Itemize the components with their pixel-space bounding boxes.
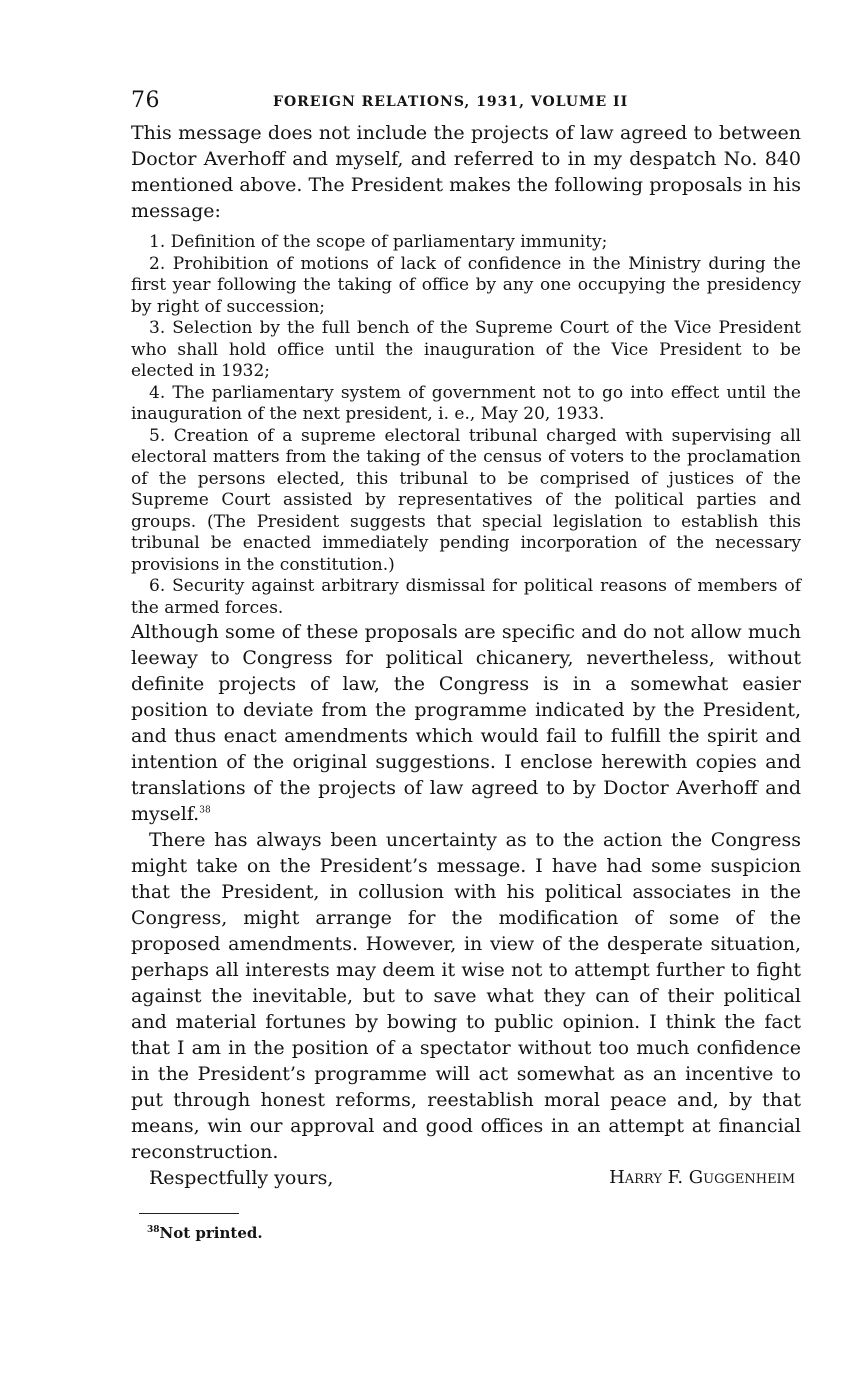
- page-header: [131, 88, 801, 120]
- proposal-item: 3. Selection by the full bench of the Supreme Court of the Vice President who shall hold office until the inauguration of the Vice President to be elected in 1932;: [131, 318, 801, 381]
- footnote: [147, 1224, 801, 1242]
- running-head: FOREIGN RELATIONS, 1931, VOLUME II: [273, 94, 629, 110]
- body-paragraph-1: [131, 619, 801, 827]
- signer-name: Harry F. Guggenheim: [609, 1167, 795, 1188]
- proposal-item: 5. Creation of a supreme electoral tribunal charged with supervising all electoral matters from the taking of the census of voters to the proclamation of the persons elected, this tribunal to be comprised of justices of the Supreme Court assisted by representatives of the political parties and groups. (The President suggests that special legislation to establish this tribunal be enacted immediately pending incorporation of the necessary provisions in the constitution.): [131, 425, 801, 575]
- proposal-item: 1. Definition of the scope of parliamentary immunity;: [149, 232, 608, 252]
- signature-line: [131, 1165, 801, 1191]
- footnote-number: 38: [147, 1225, 160, 1235]
- closing-salutation: Respectfully yours,: [149, 1167, 334, 1189]
- proposal-item: 6. Security against arbitrary dismissal for political reasons of members of the armed forces.: [131, 576, 801, 618]
- footnote-text: Not printed.: [159, 1224, 263, 1242]
- footnote-reference: 38: [199, 805, 211, 816]
- document-page: [131, 88, 801, 1242]
- proposal-item: 4. The parliamentary system of government not to go into effect until the inauguration of the next president, i. e., May 20, 1933.: [131, 382, 801, 424]
- body-paragraph-2: There has always been uncertainty as to the action the Congress might take on the President’s message. I have had some suspicion that the President, in collusion with his political associates in the Congress, might arrange for the modification of some of the proposed amendments. However, in view of the desperate situation, perhaps all interests may deem it wise not to attempt further to fight against the inevitable, but to save what they can of their political and material fortunes by bowing to public opinion. I think the fact that I am in the position of a spectator without too much confidence in the President’s programme will act somewhat as an incentive to put through honest reforms, reestablish moral peace and, by that means, win our approval and good offices in an attempt at financial reconstruction.: [131, 829, 801, 1163]
- proposal-list: [131, 232, 801, 619]
- proposal-item: 2. Prohibition of motions of lack of confidence in the Ministry during the first year following the taking of office by any one occupying the presidency by right of succession;: [131, 253, 801, 317]
- intro-paragraph: This message does not include the projects of law agreed to between Doctor Averhoff and myself, and referred to in my despatch No. 840 mentioned above. The President makes the following proposals in his message:: [131, 122, 801, 222]
- footnote-divider: [139, 1213, 239, 1214]
- page-number: 76: [131, 88, 160, 113]
- paragraph-1-text: Although some of these proposals are specific and do not allow much leeway to Congress for political chicanery, nevertheless, without definite projects of law, the Congress is in a somewhat easier position to deviate from the programme indicated by the President, and thus enact amendments which would fail to fulfill the spirit and intention of the original suggestions. I enclose herewith copies and translations of the projects of law agreed to by Doctor Averhoff and myself.: [131, 621, 801, 825]
